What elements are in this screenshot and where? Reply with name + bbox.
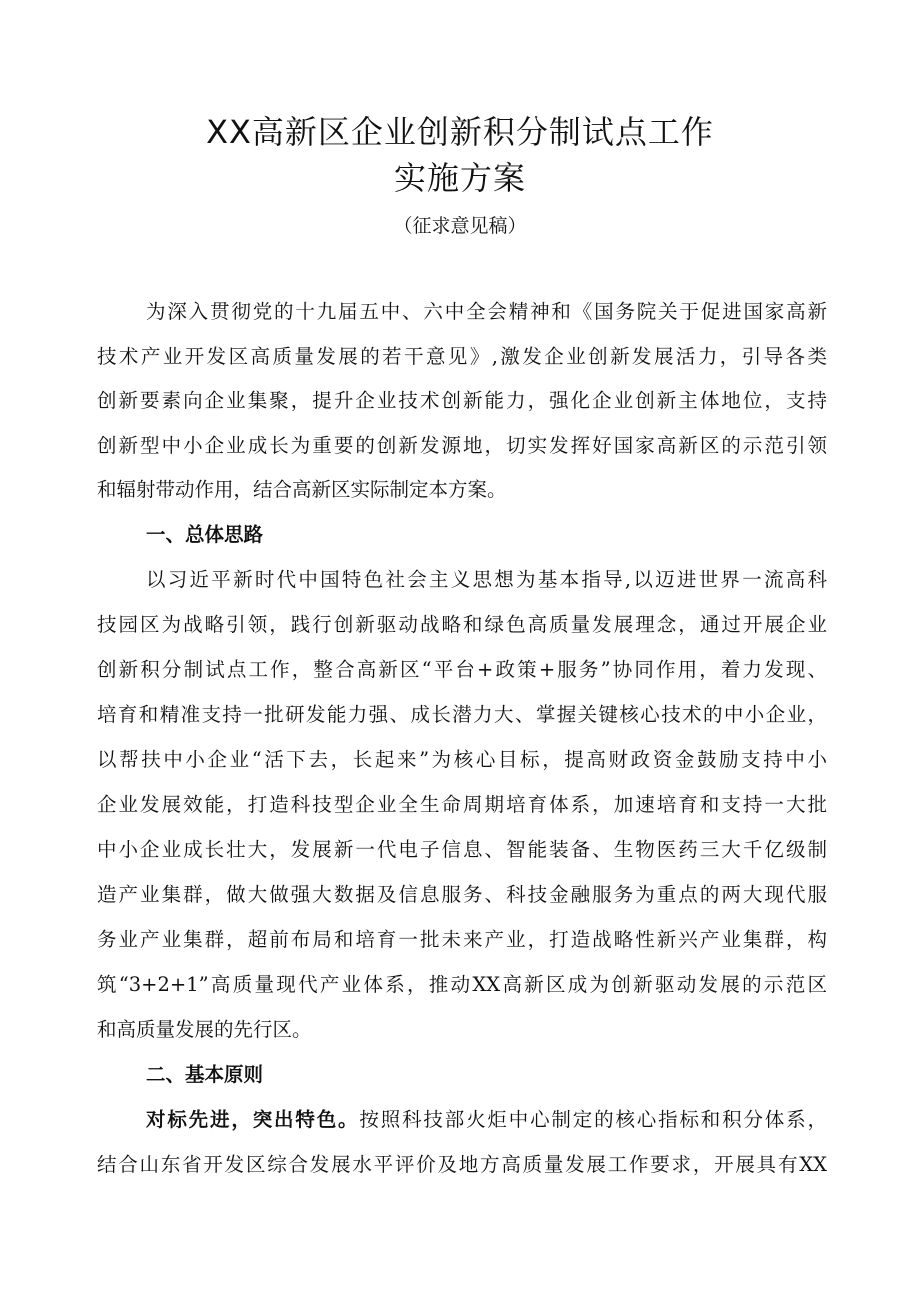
section-1-line-1: 以习近平新时代中国特色社会主义思想为基本指导,以迈进世界一流高科 bbox=[146, 568, 827, 591]
intro-line-1: 为深入贯彻党的十九届五中、六中全会精神和《国务院关于促进国家高新 bbox=[146, 300, 827, 323]
document-title-line-2: 实施方案 bbox=[393, 159, 526, 197]
intro-line-2: 技术产业开发区高质量发展的若干意见》,激发企业创新发展活力，引导各类 bbox=[97, 345, 827, 368]
section-1-line-4: 培育和精准支持一批研发能力强、成长潜力大、掌握关键核心技术的中小企业， bbox=[97, 703, 827, 726]
section-1-line-10: 筑“3+2+1”高质量现代产业体系，推动XX高新区成为创新驱动发展的示范区 bbox=[97, 973, 827, 996]
section-1-line-3: 创新积分制试点工作，整合高新区“平台+政策+服务”协同作用，着力发现、 bbox=[97, 658, 827, 681]
intro-line-3: 创新要素向企业集聚，提升企业技术创新能力，强化企业创新主体地位，支持 bbox=[97, 389, 827, 412]
intro-line-4: 创新型中小企业成长为重要的创新发源地，切实发挥好国家高新区的示范引领 bbox=[97, 434, 827, 457]
section-1-line-9: 务业产业集群，超前布局和培育一批未来产业，打造战略性新兴产业集群，构 bbox=[97, 928, 827, 951]
principle-1-text: 按照科技部火炬中心制定的核心指标和积分体系， bbox=[359, 1108, 827, 1131]
section-1-line-6: 企业发展效能，打造科技型企业全生命周期培育体系，加速培育和支持一大批 bbox=[97, 793, 827, 816]
section-1-line-11: 和高质量发展的先行区。 bbox=[97, 1018, 312, 1041]
section-1-heading: 一、总体思路 bbox=[146, 523, 264, 546]
document-title-line-1: XX高新区企业创新积分制试点工作 bbox=[206, 113, 714, 151]
section-2-heading: 二、基本原则 bbox=[146, 1063, 264, 1086]
principle-1-line-1 bbox=[146, 1105, 827, 1135]
principle-1-line-2: 结合山东省开发区综合发展水平评价及地方高质量发展工作要求，开展具有XX bbox=[97, 1153, 827, 1176]
intro-line-5: 和辐射带动作用，结合高新区实际制定本方案。 bbox=[97, 478, 507, 501]
document-subtitle: （征求意见稿） bbox=[393, 215, 527, 237]
principle-1-title: 对标先进，突出特色。 bbox=[146, 1108, 360, 1131]
section-1-line-8: 造产业集群，做大做强大数据及信息服务、科技金融服务为重点的两大现代服 bbox=[97, 883, 827, 906]
section-1-line-7: 中小企业成长壮大，发展新一代电子信息、智能装备、生物医药三大千亿级制 bbox=[97, 838, 827, 861]
section-1-line-5: 以帮扶中小企业“活下去，长起来”为核心目标，提高财政资金鼓励支持中小 bbox=[97, 748, 827, 771]
section-1-line-2: 技园区为战略引领，践行创新驱动战略和绿色高质量发展理念，通过开展企业 bbox=[97, 613, 827, 636]
